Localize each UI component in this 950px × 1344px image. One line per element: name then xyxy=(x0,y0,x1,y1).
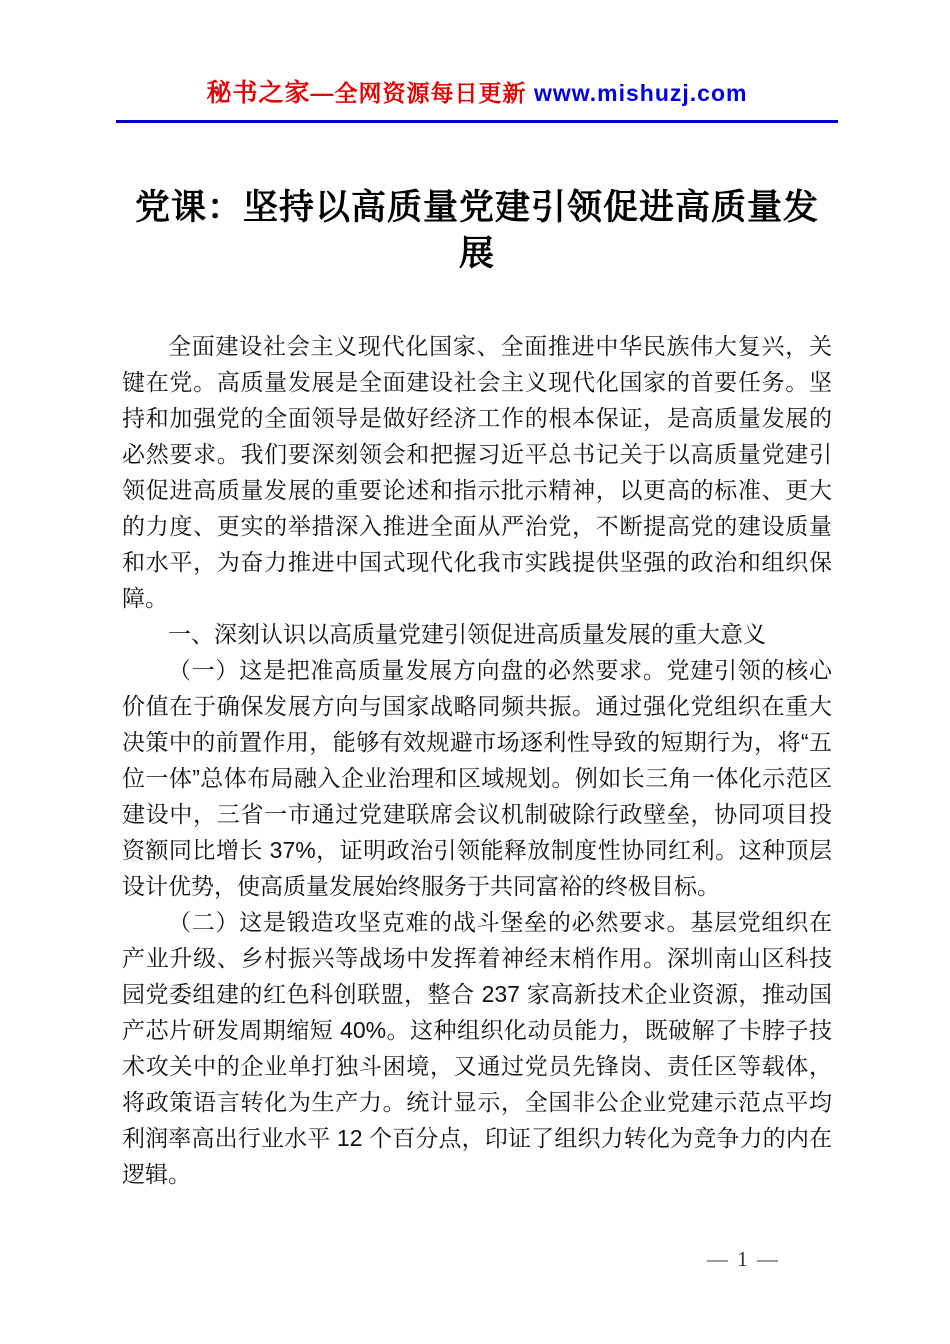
page-number: — 1 — xyxy=(707,1247,780,1271)
section-heading-1: 一、深刻认识以高质量党建引领促进高质量发展的重大意义 xyxy=(168,621,766,647)
site-name: 秘书之家 xyxy=(206,79,311,107)
site-url-link[interactable]: www.mishuzj.com xyxy=(533,80,748,106)
document-body xyxy=(122,328,832,1192)
paragraph-point-1: （一）这是把准高质量发展方向盘的必然要求。党建引领的核心价值在于确保发展方向与国家战略同频共振。通过强化党组织在重大决策中的前置作用，能够有效规避市场逐利性导致的短期行为，将“五位一体”总体布局融入企业治理和区域规划。例如长三角一体化示范区建设中，三省一市通过党建联席会议机制破除行政壁垒，协同项目投资额同比增长 37%，证明政治引领能释放制度性协同红利。这种顶层设计优势，使高质量发展始终服务于共同富裕的终极目标。 xyxy=(122,657,832,899)
page-footer xyxy=(707,1247,780,1272)
document-title: 党课：坚持以高质量党建引领促进高质量发展 xyxy=(134,188,819,273)
site-header xyxy=(122,78,832,108)
header-divider xyxy=(116,120,838,123)
paragraph-point-2: （二）这是锻造攻坚克难的战斗堡垒的必然要求。基层党组织在产业升级、乡村振兴等战场中发挥着神经末梢作用。深圳南山区科技园党委组建的红色科创联盟，整合 237 家高新技术企业资源，推动国产芯片研发周期缩短 40%。这种组织化动员能力，既破解了卡脖子技术攻关中的企业单打独斗困境，又通过党员先锋岗、责任区等载体，将政策语言转化为生产力。统计显示，全国非公企业党建示范点平均利润率高出行业水平 12 个百分点，印证了组织力转化为竞争力的内在逻辑。 xyxy=(122,909,832,1187)
site-tagline: —全网资源每日更新 xyxy=(310,80,534,106)
paragraph-intro: 全面建设社会主义现代化国家、全面推进中华民族伟大复兴，关键在党。高质量发展是全面建设社会主义现代化国家的首要任务。坚持和加强党的全面领导是做好经济工作的根本保证，是高质量发展的必然要求。我们要深刻领会和把握习近平总书记关于以高质量党建引领促进高质量发展的重要论述和指示批示精神，以更高的标准、更大的力度、更实的举措深入推进全面从严治党，不断提高党的建设质量和水平，为奋力推进中国式现代化我市实践提供坚强的政治和组织保障。 xyxy=(122,333,832,611)
